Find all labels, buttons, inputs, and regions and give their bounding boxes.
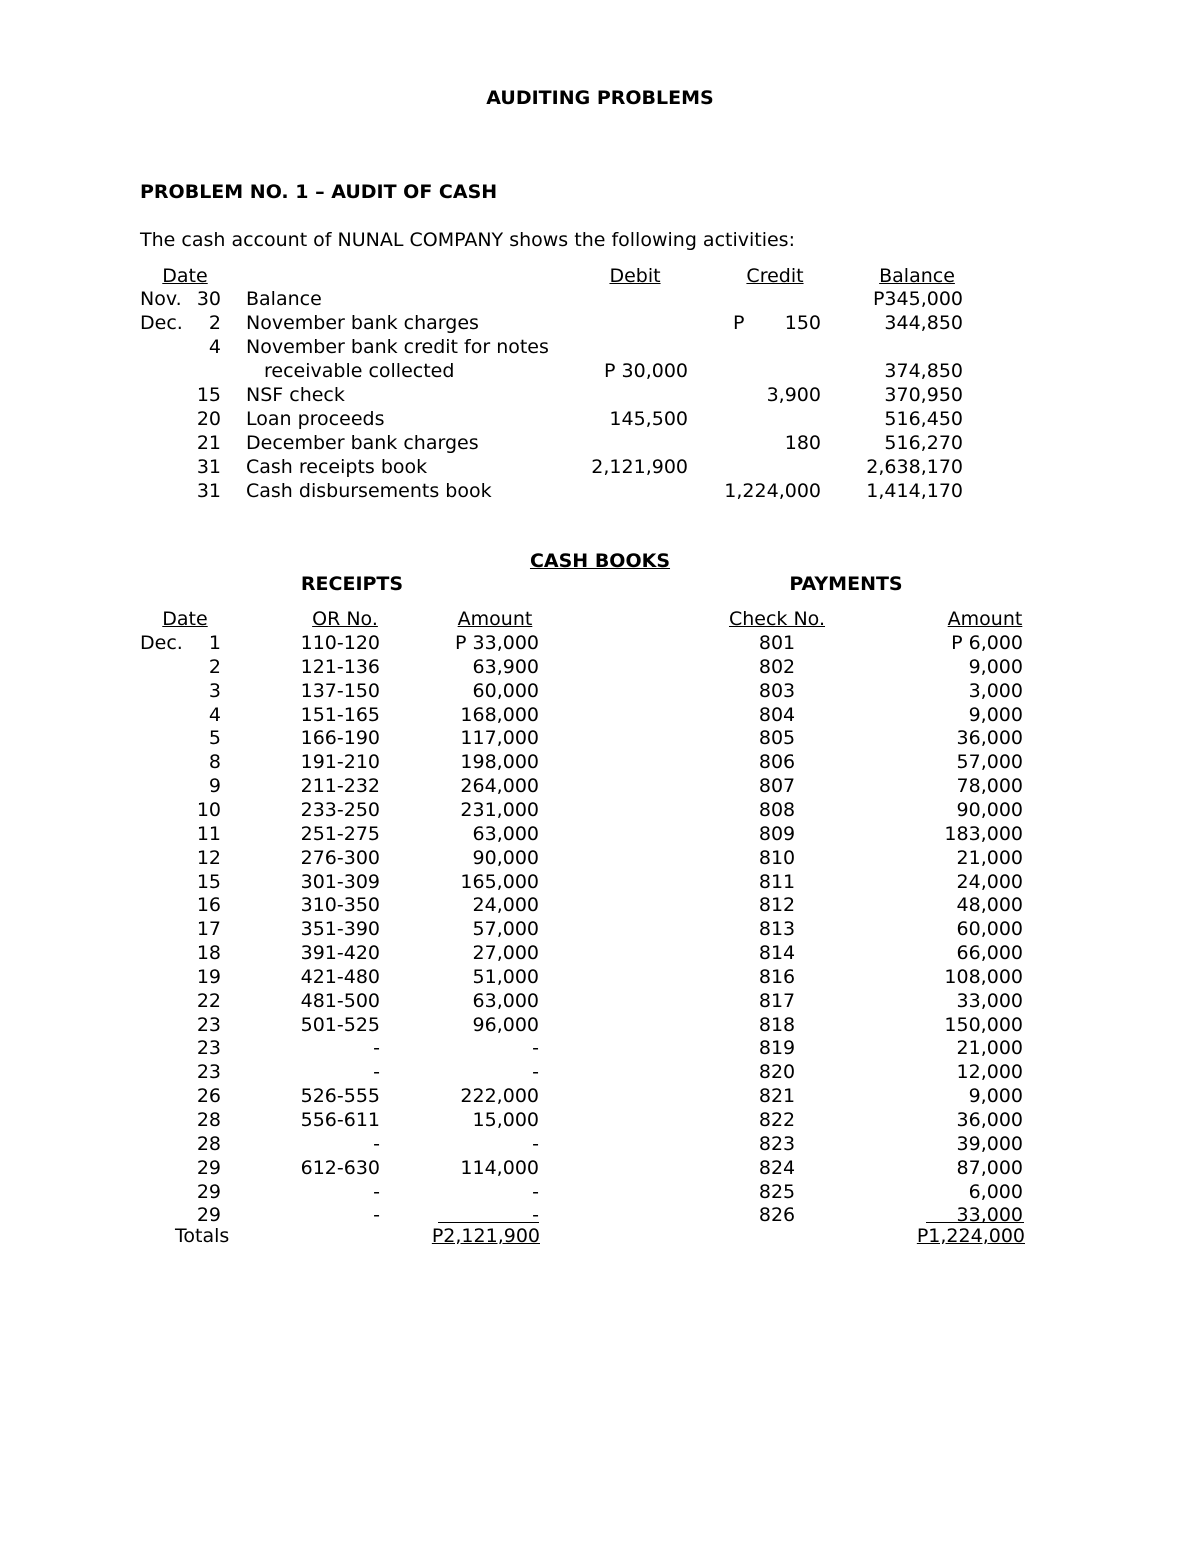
receipt-or-no: 526-555 [300, 1085, 380, 1108]
receipt-amount: 51,000 [472, 965, 539, 988]
payment-check-no: 824 [758, 1156, 796, 1179]
payment-amount: 48,000 [956, 894, 1023, 917]
receipt-day: 22 [196, 989, 221, 1012]
payment-amount: 9,000 [968, 703, 1023, 726]
receipt-amount: 90,000 [472, 846, 539, 869]
receipt-amount: 24,000 [472, 894, 539, 917]
payment-check-no: 803 [758, 679, 796, 702]
receipt-day: 18 [196, 942, 221, 965]
receipt-day: 5 [208, 727, 221, 750]
cash-book-row [0, 1084, 1200, 1108]
entry-debit: 145,500 [609, 408, 688, 430]
payments-total-rule [926, 1222, 1024, 1223]
receipt-or-no: - [373, 1180, 380, 1203]
payment-amount: 36,000 [956, 727, 1023, 750]
entry-debit: 2,121,900 [591, 456, 688, 478]
cash-book-row [0, 1108, 1200, 1132]
page-title: AUDITING PROBLEMS [486, 87, 714, 109]
entry-day: 31 [196, 480, 221, 502]
receipt-or-no: 301-309 [300, 870, 380, 893]
receipt-amount: P 33,000 [455, 632, 539, 654]
payment-check-no: 825 [758, 1180, 796, 1203]
payment-check-no: 808 [758, 798, 796, 821]
payment-check-no: 822 [758, 1109, 796, 1131]
payment-check-no: 821 [758, 1085, 796, 1108]
receipt-or-no: 121-136 [300, 655, 380, 678]
cb-header-date: Date [162, 608, 208, 630]
entry-balance: 516,270 [884, 432, 963, 454]
payments-title: PAYMENTS [789, 573, 903, 595]
receipt-day: 23 [196, 1061, 221, 1084]
credit-currency: P [733, 312, 745, 334]
receipt-day: 8 [208, 751, 221, 774]
entry-month: Dec. [140, 312, 183, 334]
receipt-day: 28 [196, 1109, 221, 1131]
cash-book-row [0, 1013, 1200, 1037]
entry-balance: 516,450 [884, 408, 963, 430]
entry-credit: 3,900 [766, 384, 821, 406]
receipt-amount: - [532, 1204, 539, 1227]
receipt-or-no: 110-120 [300, 632, 380, 654]
receipt-or-no: 137-150 [300, 679, 380, 702]
receipt-or-no: 233-250 [300, 798, 380, 821]
payment-check-no: 806 [758, 751, 796, 774]
receipts-title: RECEIPTS [300, 573, 404, 595]
entry-description: receivable collected [264, 360, 455, 382]
cash-book-row [0, 965, 1200, 989]
cash-book-row [0, 1132, 1200, 1156]
entry-description: NSF check [246, 384, 345, 406]
receipt-or-no: - [373, 1132, 380, 1155]
receipt-or-no: - [373, 1061, 380, 1084]
receipt-day: 3 [208, 679, 221, 702]
cash-books-header [0, 607, 1200, 631]
receipt-amount: 198,000 [460, 751, 539, 774]
cash-book-row [0, 1036, 1200, 1060]
payment-check-no: 817 [758, 989, 796, 1012]
entry-day: 21 [196, 432, 221, 454]
entry-day: 20 [196, 408, 221, 430]
payment-amount: 3,000 [968, 679, 1023, 702]
entry-balance: 1,414,170 [866, 480, 963, 502]
cash-books-title: CASH BOOKS [529, 550, 671, 572]
cash-account-row [0, 479, 1200, 503]
totals-row [0, 1224, 1200, 1248]
payment-amount: 24,000 [956, 870, 1023, 893]
payment-check-no: 826 [758, 1204, 796, 1227]
cash-book-row [0, 870, 1200, 894]
receipt-day: 29 [196, 1204, 221, 1227]
entry-description: Balance [246, 288, 322, 310]
entry-balance: 370,950 [884, 384, 963, 406]
cash-book-row [0, 703, 1200, 727]
cash-book-row [0, 750, 1200, 774]
header-date: Date [162, 265, 208, 287]
receipt-or-no: 612-630 [300, 1156, 380, 1179]
cash-book-row [0, 822, 1200, 846]
receipt-day: 19 [196, 965, 221, 988]
receipt-day: 1 [208, 632, 221, 654]
receipt-amount: 63,900 [472, 655, 539, 678]
cash-account-row [0, 311, 1200, 335]
cash-book-row [0, 846, 1200, 870]
payment-amount: 6,000 [968, 1180, 1023, 1203]
payment-amount: 39,000 [956, 1132, 1023, 1155]
receipt-amount: 222,000 [460, 1085, 539, 1108]
payment-check-no: 805 [758, 727, 796, 750]
receipt-day: 2 [208, 655, 221, 678]
payment-check-no: 811 [758, 870, 796, 893]
receipt-day: 4 [208, 703, 221, 726]
cash-account-row [0, 455, 1200, 479]
payment-check-no: 819 [758, 1037, 796, 1060]
payment-check-no: 809 [758, 822, 796, 845]
cash-book-row [0, 917, 1200, 941]
cash-book-row [0, 774, 1200, 798]
cash-book-row [0, 726, 1200, 750]
cash-book-row [0, 1180, 1200, 1204]
entry-description: Loan proceeds [246, 408, 385, 430]
receipt-day: 23 [196, 1037, 221, 1060]
receipt-or-no: 501-525 [300, 1013, 380, 1036]
receipt-or-no: 191-210 [300, 751, 380, 774]
receipt-amount: - [532, 1180, 539, 1203]
receipt-day: 12 [196, 846, 221, 869]
payment-amount: 87,000 [956, 1156, 1023, 1179]
receipt-amount: 27,000 [472, 942, 539, 965]
receipt-or-no: 166-190 [300, 727, 380, 750]
entry-day: 15 [196, 384, 221, 406]
payment-amount: 90,000 [956, 798, 1023, 821]
receipt-amount: - [532, 1037, 539, 1060]
entry-day: 4 [208, 336, 221, 358]
receipt-or-no: - [373, 1204, 380, 1227]
entry-balance: 344,850 [884, 312, 963, 334]
entry-balance: 374,850 [884, 360, 963, 382]
entry-day: 30 [196, 288, 221, 310]
receipt-amount: 264,000 [460, 775, 539, 798]
receipt-or-no: 251-275 [300, 822, 380, 845]
cash-account-row [0, 287, 1200, 311]
header-credit: Credit [746, 265, 804, 287]
payment-check-no: 813 [758, 918, 796, 941]
payment-amount: 183,000 [944, 822, 1023, 845]
cash-book-row [0, 1060, 1200, 1084]
payment-check-no: 816 [758, 965, 796, 988]
receipt-or-no: 151-165 [300, 703, 380, 726]
receipt-or-no: 351-390 [300, 918, 380, 941]
payment-check-no: 823 [758, 1132, 796, 1155]
cash-book-row [0, 989, 1200, 1013]
payment-amount: 33,000 [956, 1204, 1023, 1227]
entry-balance: P345,000 [872, 288, 963, 310]
payment-check-no: 802 [758, 655, 796, 678]
payment-amount: 57,000 [956, 751, 1023, 774]
receipts-total: P2,121,900 [431, 1225, 540, 1247]
payment-amount: 36,000 [956, 1109, 1023, 1131]
payment-amount: 108,000 [944, 965, 1023, 988]
cash-account-row [0, 335, 1200, 359]
receipt-amount: 117,000 [460, 727, 539, 750]
payment-check-no: 807 [758, 775, 796, 798]
receipt-day: 29 [196, 1180, 221, 1203]
payment-check-no: 810 [758, 846, 796, 869]
receipt-amount: 60,000 [472, 679, 539, 702]
payment-amount: 78,000 [956, 775, 1023, 798]
receipt-or-no: 310-350 [300, 894, 380, 917]
cb-header-or: OR No. [312, 608, 378, 630]
receipt-day: 9 [208, 775, 221, 798]
receipt-amount: - [532, 1061, 539, 1084]
cash-account-row [0, 359, 1200, 383]
receipt-or-no: - [373, 1037, 380, 1060]
payment-amount: 66,000 [956, 942, 1023, 965]
receipt-day: 23 [196, 1013, 221, 1036]
entry-description: December bank charges [246, 432, 479, 454]
receipt-amount: 231,000 [460, 798, 539, 821]
cb-header-amount: Amount [457, 608, 533, 630]
payment-amount: 150,000 [944, 1013, 1023, 1036]
receipt-day: 26 [196, 1085, 221, 1108]
cash-account-row [0, 383, 1200, 407]
intro-text: The cash account of NUNAL COMPANY shows the following activities: [140, 229, 795, 251]
entry-credit: 1,224,000 [724, 480, 821, 502]
cb-header-pay-amount: Amount [947, 608, 1023, 630]
receipt-or-no: 421-480 [300, 965, 380, 988]
cb-header-check: Check No. [728, 608, 826, 630]
receipt-or-no: 276-300 [300, 846, 380, 869]
receipt-amount: 63,000 [472, 989, 539, 1012]
receipt-day: 17 [196, 918, 221, 941]
header-balance: Balance [879, 265, 955, 287]
payment-check-no: 804 [758, 703, 796, 726]
receipt-or-no: 556-611 [300, 1109, 380, 1131]
entry-credit: 150 [784, 312, 821, 334]
entry-description: November bank charges [246, 312, 479, 334]
receipt-amount: 63,000 [472, 822, 539, 845]
header-debit: Debit [609, 265, 661, 287]
receipt-or-no: 211-232 [300, 775, 380, 798]
payment-amount: 33,000 [956, 989, 1023, 1012]
receipt-day: 16 [196, 894, 221, 917]
entry-description: November bank credit for notes [246, 336, 549, 358]
payment-check-no: 820 [758, 1061, 796, 1084]
totals-label: Totals [175, 1225, 230, 1247]
entry-credit: 180 [784, 432, 821, 454]
payments-total: P1,224,000 [916, 1225, 1025, 1247]
payment-check-no: 818 [758, 1013, 796, 1036]
payment-amount: 21,000 [956, 846, 1023, 869]
receipt-amount: 96,000 [472, 1013, 539, 1036]
payment-amount: 12,000 [956, 1061, 1023, 1084]
receipt-day: 10 [196, 798, 221, 821]
entry-description: Cash receipts book [246, 456, 428, 478]
payment-amount: 9,000 [968, 1085, 1023, 1108]
entry-month: Nov. [140, 288, 182, 310]
receipt-amount: 114,000 [460, 1156, 539, 1179]
entry-description: Cash disbursements book [246, 480, 492, 502]
payment-amount: 9,000 [968, 655, 1023, 678]
entry-day: 2 [208, 312, 221, 334]
receipt-day: 15 [196, 870, 221, 893]
receipts-total-rule [438, 1222, 539, 1223]
entry-debit: P 30,000 [604, 360, 688, 382]
cash-account-header [0, 264, 1200, 288]
receipt-amount: 15,000 [472, 1109, 539, 1131]
cash-account-row [0, 407, 1200, 431]
cash-book-row [0, 893, 1200, 917]
cash-account-row [0, 431, 1200, 455]
problem-heading: PROBLEM NO. 1 – AUDIT OF CASH [140, 181, 498, 203]
payment-amount: P 6,000 [951, 632, 1023, 654]
entry-day: 31 [196, 456, 221, 478]
payment-check-no: 801 [758, 632, 796, 654]
payment-check-no: 814 [758, 942, 796, 965]
receipt-day: 28 [196, 1132, 221, 1155]
cash-book-row [0, 679, 1200, 703]
payment-amount: 60,000 [956, 918, 1023, 941]
payment-check-no: 812 [758, 894, 796, 917]
receipt-amount: - [532, 1132, 539, 1155]
cash-book-row [0, 798, 1200, 822]
cash-book-row [0, 941, 1200, 965]
receipt-month: Dec. [140, 632, 183, 654]
receipt-amount: 168,000 [460, 703, 539, 726]
receipt-day: 11 [196, 822, 221, 845]
receipt-or-no: 481-500 [300, 989, 380, 1012]
cash-book-row [0, 655, 1200, 679]
receipt-amount: 57,000 [472, 918, 539, 941]
cash-book-row [0, 1156, 1200, 1180]
payment-amount: 21,000 [956, 1037, 1023, 1060]
entry-balance: 2,638,170 [866, 456, 963, 478]
receipt-amount: 165,000 [460, 870, 539, 893]
receipt-or-no: 391-420 [300, 942, 380, 965]
receipt-day: 29 [196, 1156, 221, 1179]
cash-book-row [0, 631, 1200, 655]
